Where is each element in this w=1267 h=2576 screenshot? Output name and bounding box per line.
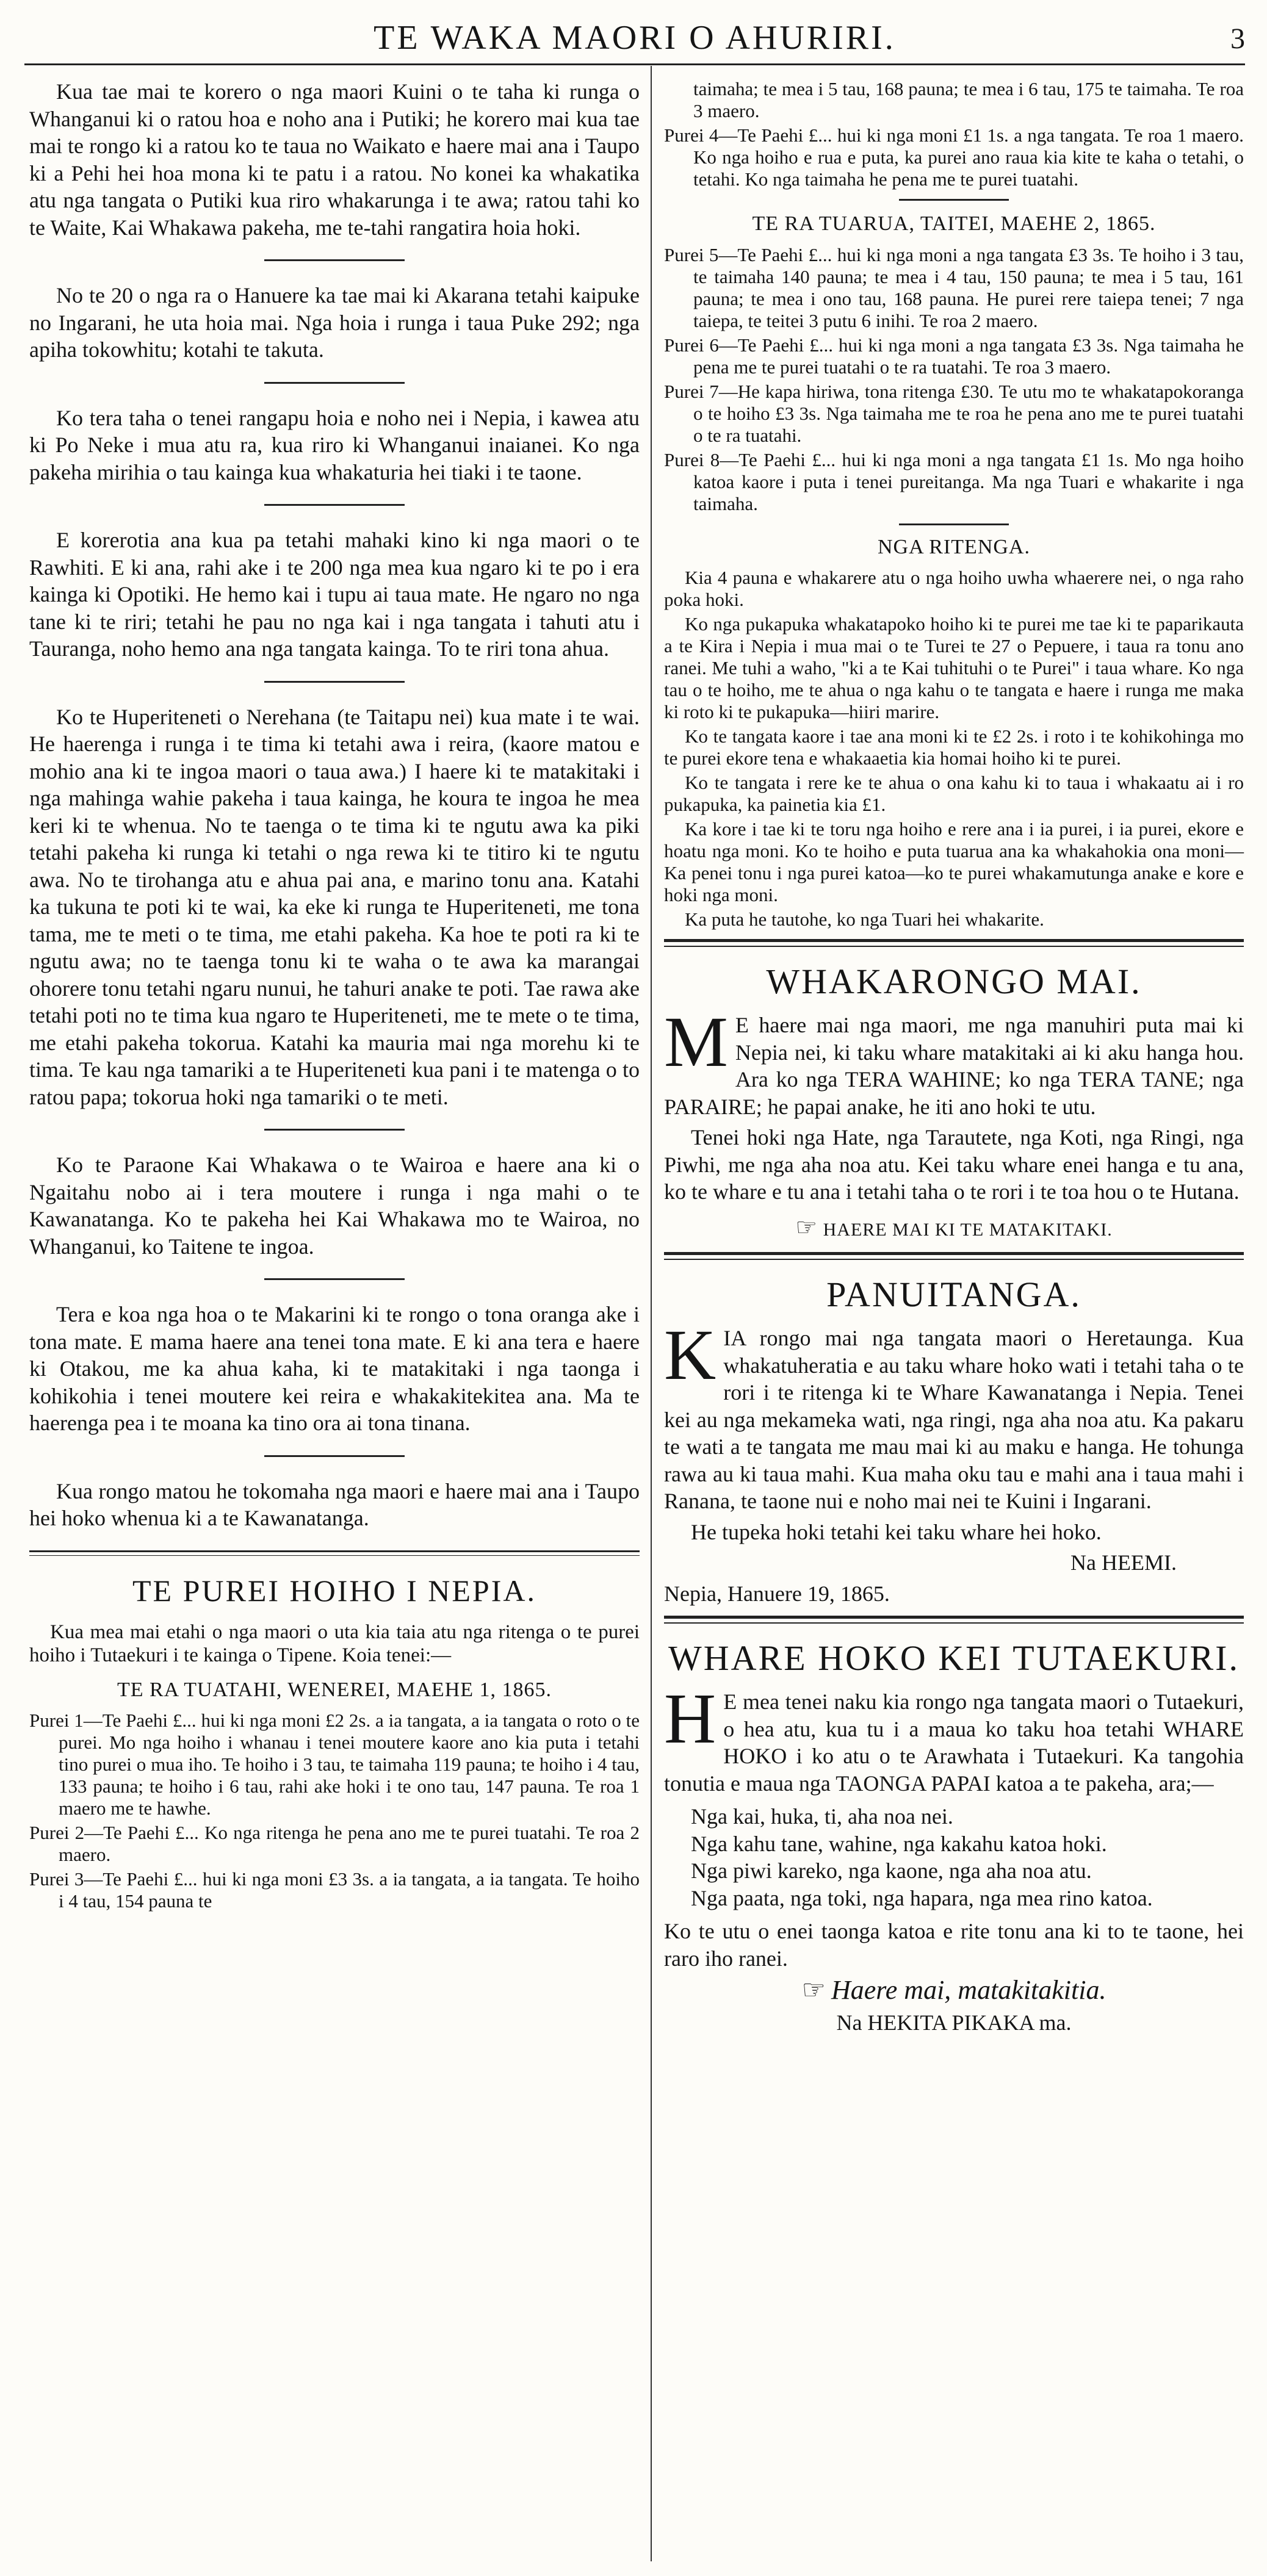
page-number: 3 [1230, 23, 1245, 55]
drop-cap: K [664, 1315, 717, 1395]
separator [264, 1129, 405, 1131]
pointing-hand-icon: ☞ [801, 1975, 826, 2005]
drop-cap: M [664, 1002, 728, 1082]
header-rule [24, 63, 1245, 65]
separator [264, 382, 405, 384]
double-rule [664, 1616, 1244, 1624]
race-entry: Purei 8—Te Paehi £... hui ki nga moni a nga tangata £1 1s. Mo nga hoiho katoa kaore i puta i tenei pureitanga. Ma nga Tuari e whakarite i nga taimaha. [664, 448, 1244, 514]
separator [264, 1278, 405, 1280]
left-column [29, 78, 640, 1915]
news-paragraph: No te 20 o nga ra o Hanuere ka tae mai ki Akarana tetahi kaipuke no Ingarani, he uta hoia mai. Nga hoia i runga i taua Puke 292; nga apiha tokowhitu; kotahi te takuta. [29, 283, 640, 362]
race-continuation: taimaha; te mea i 5 tau, 168 pauna; te mea i 6 tau, 175 te taimaha. Te roa 3 maero. [693, 78, 1244, 121]
ad-date: Nepia, Hanuere 19, 1865. [664, 1581, 890, 1606]
ad-signature: Na HEKITA PIKAKA ma. [836, 2010, 1072, 2035]
separator [264, 681, 405, 683]
double-rule [664, 1252, 1244, 1260]
ad-body: Ko te utu o enei taonga katoa e rite tonu ana ki to te taone, hei raro iho ranei. [664, 1919, 1244, 1971]
goods-list [664, 1803, 1244, 1912]
ad-heading: PANUITANGA. [826, 1275, 1081, 1314]
race-entry: Purei 5—Te Paehi £... hui ki nga moni a nga tangata £3 3s. Te hoiho i 3 tau, te taimaha 140 pauna; te mea i 4 tau, 150 pauna; te mea i 5 tau, 161 pauna; te mea i ono tau, 168 pauna. He purei rere taiepa tenei; 7 nga taiepa, te teitei 3 putu 6 inihi. Te roa 2 maero. [664, 243, 1244, 331]
list-item: Nga kai, huka, ti, aha noa nei. [691, 1804, 953, 1829]
section-heading: TE PUREI HOIHO I NEPIA. [132, 1573, 536, 1608]
newspaper-title: TE WAKA MAORI O AHURIRI. [374, 19, 896, 57]
rule-item: Ko nga pukapuka whakatapoko hoiho ki te purei me tae ki te paparikauta a te Kira i Nepia i mua mai o te Turei te 27 o Pepuere, i taua ra tonu ano ranei. Me tuhi a waho, "ki a te Kai tuhituhi o te Purei" i taua whare. Ko nga tau o te hoiho, me te ahua o nga kahu o te tangata e haere i runga me maka ki roto ki te pukapuka—hiiri marire. [664, 613, 1244, 722]
pointer-text: HAERE MAI KI TE MATAKITAKI. [823, 1219, 1113, 1240]
ad-heading: WHAKARONGO MAI. [766, 962, 1142, 1001]
news-paragraph: Ko te Huperiteneti o Nerehana (te Taitapu nei) kua mate i te wai. He haerenga i runga i te tima ki tetahi awa i reira, (kaore matou e mohio ana ki te ingoa maori o taua awa.) I haere ki te matakitaki i nga mahinga wahie pakeha i taua kainga, he koura te ingoa he mea keri ki te whenua. No te taenga o te tima ki te ngutu awa ka piki tetahi pakeha ki runga ki tetahi o nga rewa ki te titiro ki te ngutu awa. No te tirohanga atu e ahua pai ana, e marino tonu ana. Katahi ka tukuna te poti ki te wai, ka eke ki runga te Huperiteneti, me tona tama, me te meti o te tima, me etahi pakeha. Ka hoe te poti ra ki te ngutu awa; no te taenga tonu ki te waha o te awa ka marangai ohorere tonu tetahi ngaru nunui, he tahuri anake te poti. Tae rawa ake tetahi poti no te tima kua ngaro te Huperiteneti, me te mete o te tima, me etahi pakeha tokorua. Katahi ka mauria mai nga morehu ki te tima. Te kau nga tamariki a te Huperiteneti kua pani i te matenga o to ratou papa; tokorua hoki nga tamariki o te meti. [29, 704, 640, 1109]
list-item: Nga paata, nga toki, nga hapara, nga mea rino katoa. [691, 1885, 1153, 1910]
section-intro: Kua mea mai etahi o nga maori o uta kia taia atu nga ritenga o te purei hoiho i Tutaekuri i te kainga o Tipene. Koia tenei:— [29, 1621, 640, 1666]
double-rule [664, 939, 1244, 947]
advertisement-panuitanga [664, 1273, 1244, 1607]
race-entry: Purei 7—He kapa hiriwa, tona ritenga £30. Te utu mo te whakatapokoranga o te hoiho £3 3s. Nga taimaha me te roa he pena ano me te purei tuatahi o te ra tuatahi. [664, 380, 1244, 446]
advertisement-whare-hoko [664, 1637, 1244, 2036]
double-rule [29, 1550, 640, 1556]
news-paragraph: Ko tera taha o tenei rangapu hoia e noho nei i Nepia, i kawea atu ki Po Neke i mua atu ra, kua riro ki Whanganui inaianei. Ko nga pakeha mirihia o tau kainga kua whakaturia hei tiaki i te taone. [29, 405, 640, 484]
news-paragraph: Ko te Paraone Kai Whakawa o te Wairoa e haere ana ki o Ngaitahu nobo ai i tera moutere i runga i nga mahi o te Kawanatanga. Ko te pakeha hei Kai Whakawa mo te Wairoa, no Whanganui, ko Taitene te ingoa. [29, 1153, 640, 1259]
day-heading: TE RA TUATAHI, WENEREI, MAEHE 1, 1865. [117, 1678, 552, 1701]
rules-heading: NGA RITENGA. [878, 535, 1030, 558]
page-header [24, 13, 1245, 66]
race-entry: Purei 6—Te Paehi £... hui ki nga moni a nga tangata £3 3s. Nga taimaha he pena me te purei tuatahi o te ra tuatahi. Te roa 3 maero. [664, 334, 1244, 378]
race-entry: Purei 4—Te Paehi £... hui ki nga moni £1 1s. a nga tangata. Te roa 1 maero. Ko nga hoiho e rua e puta, ka purei ano raua kia kite te kaha o tetahi, o tetahi. Ko nga taimaha he pena me te purei tuatahi. [664, 124, 1244, 190]
rule-item: Ka puta he tautohe, ko nga Tuari hei whakarite. [685, 908, 1044, 930]
list-item: Nga kahu tane, wahine, nga kakahu katoa hoki. [691, 1831, 1107, 1856]
drop-cap: H [664, 1678, 717, 1758]
rule-item: Kia 4 pauna e whakarere atu o nga hoiho uwha whaerere nei, o nga raho poka hoki. [664, 567, 1244, 610]
separator [899, 523, 1009, 525]
news-paragraph: Kua rongo matou he tokomaha nga maori e haere mai ana i Taupo hei hoko whenua ki a te Kawanatanga. [29, 1478, 640, 1530]
day-heading: TE RA TUARUA, TAITEI, MAEHE 2, 1865. [752, 212, 1156, 235]
ad-body: He tupeka hoki tetahi kei taku whare hei hoko. [691, 1519, 1102, 1544]
ad-body: IA rongo mai nga tangata maori o Heretaunga. Kua whakatuheratia e au taku whare hoko wati i tetahi taha o te rori i te ritenga ki te Whare Kawanatanga i Nepia. Tenei kei au nga mekameka wati, nga ringi, nga aha noa atu. Ka pakaru te wati a te tangata me mau mai ki au maku e hanga. He tohunga rawa au ki taua mahi. Kua maha oku tau e mahi ana i taua mahi i Ranana, te taone nui e noho mai nei te Kuini i Ingarani. [664, 1326, 1244, 1513]
news-paragraph: Tera e koa nga hoa o te Makarini ki te rongo o tona oranga ake i tona mate. E mama haere ana tenei tona mate. E ki ana tera e haere ki Otakou, me ka ahua kaha, ki te matakitaki i nga taonga i kohikohia i tenei moutere kei reira e whakakitekitea ana. Ma te haerenga pea i te moana ka tino ora ai tona tinana. [29, 1302, 640, 1435]
pointing-hand-icon: ☞ [795, 1213, 818, 1241]
column-divider [651, 66, 652, 2561]
race-entry: Purei 1—Te Paehi £... hui ki nga moni £2 2s. a ia tangata, a ia tangata o roto o te purei. Mo nga hoiho i whanau i tenei moutere kaore ano kia puta i tetahi tino purei o mua iho. Te hoiho i 3 tau, te taimaha 119 pauna; te hoiho i 4 tau, 133 pauna; te hoiho i 6 tau, rahi ake hoki i te ono tau, 147 pauna. Te roa 1 maero me te hawhe. [29, 1710, 640, 1819]
ad-signature: Na HEEMI. [1070, 1550, 1177, 1575]
race-entry: Purei 2—Te Paehi £... Ko nga ritenga he pena ano me te purei tuatahi. Te roa 2 maero. [29, 1822, 640, 1865]
news-paragraph: E korerotia ana kua pa tetahi mahaki kino ki nga maori o te Rawhiti. E ki ana, rahi ake i te 200 nga mea kua ngaro ki te po i era kainga ki Opotiki. He hemo kai i tupu ai taua mate. He ngaro no nga tane ki te riri; tetahi he pau no nga kai i nga tangata i tahuti atu i Tauranga, noho hemo ana nga tangata kainga. To te riri tona ahua. [29, 528, 640, 661]
right-column [664, 78, 1244, 2040]
news-paragraph: Kua tae mai te korero o nga maori Kuini o te taha ki runga o Whanganui ki o ratou hoa e noho ana i Putiki; he korero mai kua tae mai te rongo ki a ratou ko te taua no Waikato e haere mai ana i Taupo ki a Pehi hei hoa mona ki te patu i a ratou. No konei ka whakatika atu nga tangata o Putiki kua riro whakarunga i te awa; ratou tahi ko te Waite, Kai Whakawa pakeha, me te-tahi rangatira hoia hoki. [29, 79, 640, 240]
separator [264, 1455, 405, 1457]
separator [899, 199, 1009, 201]
rule-item: Ka kore i tae ki te toru nga hoiho e rere ana i ia purei, i ia purei, ekore e hoatu nga moni. Ko te hoiho e puta tuarua ana ka whakahokia ona moni—Ka penei tonu i nga purei katoa—ko te purei whakamutunga anake e kore e hoki nga moni. [664, 818, 1244, 905]
ad-body: E mea tenei naku kia rongo nga tangata maori o Tutaekuri, o hea atu, kua tu i a maua ko taku hoa tetahi WHARE HOKO i ko atu o te Arawhata i Tutaekuri. Ka tangohia tonutia e maua nga TAONGA PAPAI katoa a te pakeha, ara;— [664, 1689, 1244, 1796]
ad-pointer [664, 1977, 1244, 2006]
ad-body: Tenei hoki nga Hate, nga Tarautete, nga Koti, nga Ringi, nga Piwhi, me nga aha noa atu. Kei taku whare enei hanga e tu ana, ko te whare e tu ana i tetahi taha o te rori i te toa hou o te Hutana. [664, 1125, 1244, 1204]
ad-body: E haere mai nga maori, me nga manuhiri puta mai ki Nepia nei, ki taku whare matakitaki ai ki aku hanga hou. Ara ko nga TERA WAHINE; ko nga TERA TANE; nga PARAIRE; he papai anake, he iti ano hoki te utu. [664, 1013, 1244, 1119]
pointer-text: Haere mai, matakitakitia. [831, 1975, 1106, 2005]
advertisement-whakarongo [664, 960, 1244, 1243]
ad-heading: WHARE HOKO KEI TUTAEKURI. [668, 1638, 1240, 1678]
race-entry: Purei 3—Te Paehi £... hui ki nga moni £3 3s. a ia tangata, a ia tangata. Te hoiho i 4 tau, 154 pauna te [29, 1868, 640, 1912]
separator [264, 259, 405, 261]
ad-pointer [664, 1214, 1244, 1244]
rule-item: Ko te tangata kaore i tae ana moni ki te £2 2s. i roto i te kohikohinga mo te purei ekore tena e whakaaetia kia homai hoiho ki te purei. [664, 725, 1244, 769]
rule-item: Ko te tangata i rere ke te ahua o ona kahu ki to taua i whakaatu ai i ro pukapuka, ka painetia kia £1. [664, 772, 1244, 815]
separator [264, 504, 405, 506]
list-item: Nga piwi kareko, nga kaone, nga aha noa atu. [691, 1858, 1092, 1883]
